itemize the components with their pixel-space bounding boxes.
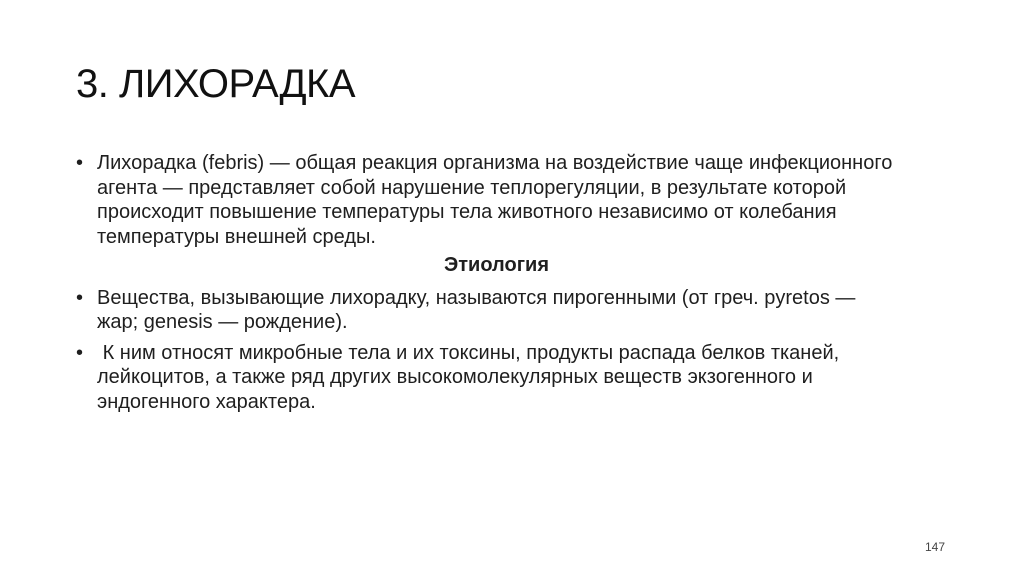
bullet-item-sources [76, 341, 896, 415]
bullet-marker: • [76, 286, 84, 309]
bullet-item-definition [76, 151, 896, 249]
bullet-marker: • [76, 152, 84, 174]
bullet-marker: • [76, 341, 84, 364]
bullet-text: К ним относят микробные тела и их токсины, продукты распада белков тканей, лейкоцитов, а также ряд других высокомолекулярных веществ экзогенного и эндогенного характера. [97, 341, 845, 413]
bullet-item-pyrogens [76, 286, 896, 335]
bullet-text: Вещества, вызывающие лихорадку, называются пирогенными (от греч. pyretos —жар; genesis — рождение). [97, 286, 856, 333]
section-heading: Этиология [444, 254, 549, 276]
slide-title: 3. ЛИХОРАДКА [76, 62, 356, 106]
bullet-text: Лихорадка (febris) — общая реакция организма на воздействие чаще инфекционного агента — представляет собой нарушение теплорегуляции, в результате которой происходит повышение температуры тела животного независимо от колебания температуры внешней среды. [97, 152, 893, 248]
slide-content [76, 151, 896, 414]
page-number: 147 [924, 540, 945, 554]
